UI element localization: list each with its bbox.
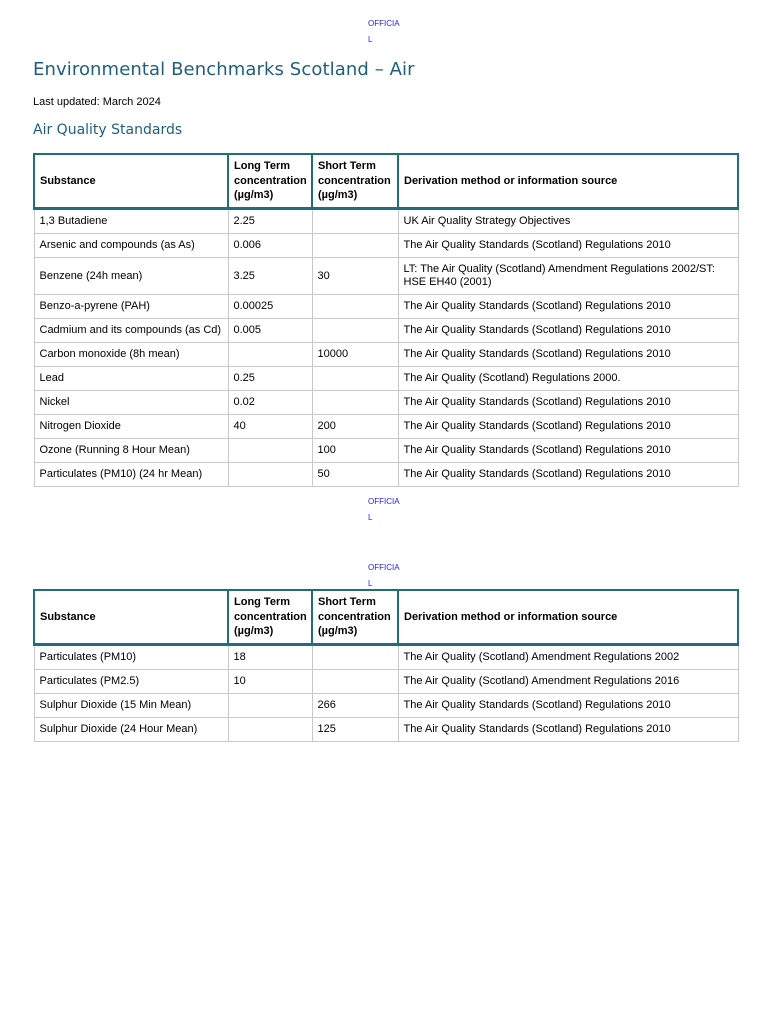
table-row [34, 415, 738, 439]
table-header-row [34, 154, 738, 209]
cell-substance: 1,3 Butadiene [34, 209, 228, 234]
table-row [34, 343, 738, 367]
header-short-term: Short Term concentration (µg/m3) [312, 590, 398, 645]
cell-short-term: 200 [312, 415, 398, 439]
cell-derivation: The Air Quality Standards (Scotland) Regulations 2010 [398, 295, 738, 319]
air-quality-standards-table-2 [33, 589, 739, 742]
table-row [34, 319, 738, 343]
cell-substance: Sulphur Dioxide (15 Min Mean) [34, 694, 228, 718]
cell-substance: Particulates (PM2.5) [34, 670, 228, 694]
table-row [34, 718, 738, 742]
header-substance: Substance [34, 590, 228, 645]
cell-short-term: 10000 [312, 343, 398, 367]
cell-short-term [312, 295, 398, 319]
cell-derivation: The Air Quality Standards (Scotland) Regulations 2010 [398, 694, 738, 718]
cell-short-term: 50 [312, 463, 398, 487]
official-marking-line2: L [368, 513, 373, 522]
table-header-row [34, 590, 738, 645]
cell-short-term [312, 670, 398, 694]
cell-substance: Benzo-a-pyrene (PAH) [34, 295, 228, 319]
cell-short-term [312, 645, 398, 670]
official-marking-page2 [368, 560, 408, 592]
section-heading: Air Quality Standards [33, 122, 183, 138]
cell-short-term [312, 234, 398, 258]
cell-long-term [228, 694, 312, 718]
cell-substance: Nickel [34, 391, 228, 415]
cell-substance: Lead [34, 367, 228, 391]
cell-short-term [312, 391, 398, 415]
official-marking-line2: L [368, 579, 373, 588]
table-row [34, 670, 738, 694]
header-substance: Substance [34, 154, 228, 209]
cell-substance: Sulphur Dioxide (24 Hour Mean) [34, 718, 228, 742]
cell-substance: Ozone (Running 8 Hour Mean) [34, 439, 228, 463]
cell-long-term [228, 439, 312, 463]
air-quality-standards-table-1 [33, 153, 739, 487]
cell-short-term: 100 [312, 439, 398, 463]
cell-short-term: 125 [312, 718, 398, 742]
official-marking-line1: OFFICIA [368, 497, 400, 506]
official-marking-line2: L [368, 35, 373, 44]
table-row [34, 391, 738, 415]
cell-long-term: 3.25 [228, 258, 312, 295]
table-row [34, 367, 738, 391]
cell-substance: Nitrogen Dioxide [34, 415, 228, 439]
cell-long-term: 0.25 [228, 367, 312, 391]
cell-derivation: The Air Quality Standards (Scotland) Regulations 2010 [398, 343, 738, 367]
cell-long-term: 18 [228, 645, 312, 670]
cell-long-term: 0.005 [228, 319, 312, 343]
cell-long-term [228, 463, 312, 487]
cell-derivation: The Air Quality (Scotland) Regulations 2000. [398, 367, 738, 391]
cell-derivation: The Air Quality Standards (Scotland) Regulations 2010 [398, 718, 738, 742]
cell-short-term: 266 [312, 694, 398, 718]
cell-derivation: The Air Quality Standards (Scotland) Regulations 2010 [398, 439, 738, 463]
header-derivation: Derivation method or information source [398, 590, 738, 645]
header-long-term: Long Term concentration (µg/m3) [228, 154, 312, 209]
official-marking-top [368, 16, 408, 48]
table-row [34, 645, 738, 670]
cell-substance: Carbon monoxide (8h mean) [34, 343, 228, 367]
cell-derivation: The Air Quality Standards (Scotland) Regulations 2010 [398, 391, 738, 415]
cell-derivation: The Air Quality Standards (Scotland) Regulations 2010 [398, 234, 738, 258]
cell-derivation: LT: The Air Quality (Scotland) Amendment Regulations 2002/ST: HSE EH40 (2001) [398, 258, 738, 295]
header-derivation: Derivation method or information source [398, 154, 738, 209]
cell-long-term: 0.02 [228, 391, 312, 415]
cell-derivation: The Air Quality Standards (Scotland) Regulations 2010 [398, 415, 738, 439]
cell-substance: Particulates (PM10) [34, 645, 228, 670]
cell-derivation: The Air Quality Standards (Scotland) Regulations 2010 [398, 319, 738, 343]
cell-long-term: 0.00025 [228, 295, 312, 319]
cell-short-term [312, 367, 398, 391]
table-row [34, 234, 738, 258]
header-long-term: Long Term concentration (µg/m3) [228, 590, 312, 645]
table-row [34, 439, 738, 463]
official-marking-footer [368, 494, 408, 526]
cell-substance: Particulates (PM10) (24 hr Mean) [34, 463, 228, 487]
cell-derivation: The Air Quality Standards (Scotland) Regulations 2010 [398, 463, 738, 487]
cell-substance: Cadmium and its compounds (as Cd) [34, 319, 228, 343]
cell-derivation: UK Air Quality Strategy Objectives [398, 209, 738, 234]
table-row [34, 258, 738, 295]
cell-long-term: 2.25 [228, 209, 312, 234]
table-row [34, 209, 738, 234]
cell-derivation: The Air Quality (Scotland) Amendment Regulations 2002 [398, 645, 738, 670]
table-1-body [34, 209, 738, 487]
cell-long-term [228, 343, 312, 367]
cell-substance: Arsenic and compounds (as As) [34, 234, 228, 258]
cell-substance: Benzene (24h mean) [34, 258, 228, 295]
table-row [34, 295, 738, 319]
cell-short-term: 30 [312, 258, 398, 295]
table-2-body [34, 645, 738, 742]
last-updated-text: Last updated: March 2024 [33, 96, 161, 108]
cell-short-term [312, 319, 398, 343]
official-marking-line1: OFFICIA [368, 563, 400, 572]
cell-long-term [228, 718, 312, 742]
cell-long-term: 10 [228, 670, 312, 694]
document-title: Environmental Benchmarks Scotland – Air [33, 59, 415, 80]
cell-long-term: 40 [228, 415, 312, 439]
cell-short-term [312, 209, 398, 234]
table-row [34, 463, 738, 487]
official-marking-line1: OFFICIA [368, 19, 400, 28]
header-short-term: Short Term concentration (µg/m3) [312, 154, 398, 209]
table-row [34, 694, 738, 718]
cell-long-term: 0.006 [228, 234, 312, 258]
cell-derivation: The Air Quality (Scotland) Amendment Regulations 2016 [398, 670, 738, 694]
